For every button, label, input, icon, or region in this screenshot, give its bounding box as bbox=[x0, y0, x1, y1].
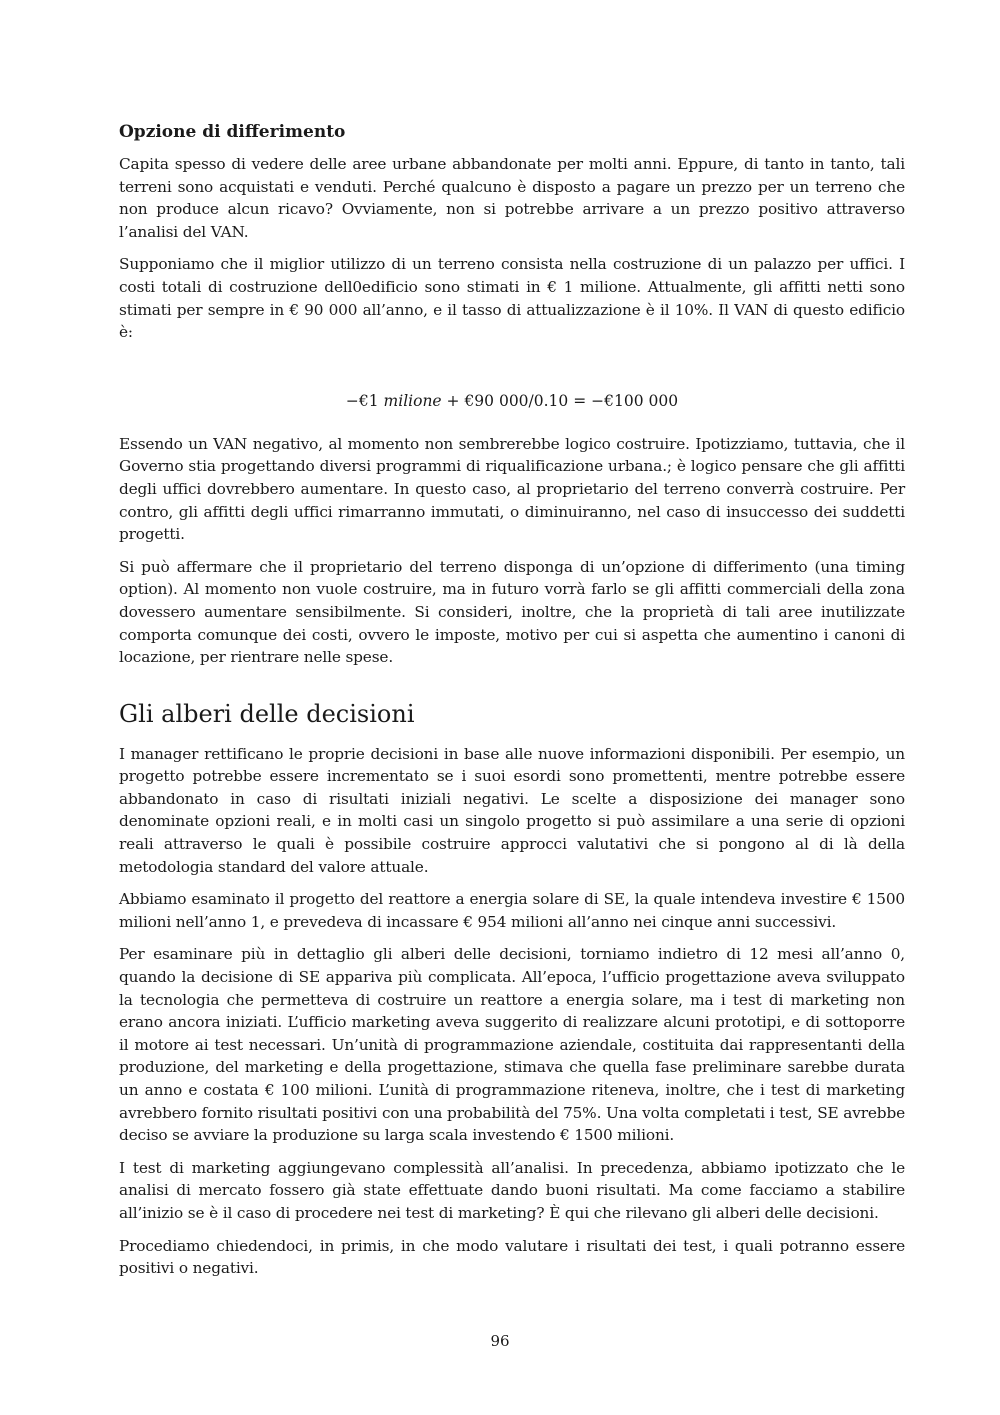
paragraph: I test di marketing aggiungevano complessità all’analisi. In precedenza, abbiamo ipotizzato che le analisi di mercato fossero già state effettuate dando buoni risultati. Ma come facciamo a stabilire all’inizio se è il caso di procedere nei test di marketing? È qui che rilevano gli alberi delle decisioni. bbox=[119, 1158, 905, 1222]
page-number: 96 bbox=[490, 1332, 510, 1350]
paragraph: Procediamo chiedendoci, in primis, in che modo valutare i risultati dei test, i quali potranno essere positivi o negativi. bbox=[119, 1236, 905, 1278]
paragraph: Abbiamo esaminato il progetto del reattore a energia solare di SE, la quale intendeva investire € 1500 milioni nell’anno 1, e prevedeva di incassare € 954 milioni all’anno nei cinque anni successivi. bbox=[119, 890, 905, 931]
subsection-title: Opzione di differimento bbox=[119, 122, 346, 142]
paragraph: Supponiamo che il miglior utilizzo di un terreno consista nella costruzione di un palazzo per uffici. I costi totali di costruzione dell0edificio sono stimati in € 1 milione. Attualmente, gli affitti netti sono stimati per sempre in € 90 000 all’anno, e il tasso di attualizzazione è il 10%. Il VAN di questo edificio è: bbox=[119, 255, 905, 342]
equation-part: −€1 bbox=[345, 391, 384, 410]
paragraph: Si può affermare che il proprietario del terreno disponga di un’opzione di differimento (una timing option). Al momento non vuole costruire, ma in futuro vorrà farlo se gli affitti commerciali della zona dovessero aumentare sensibilmente. Si consideri, inoltre, che la proprietà di tali aree inutilizzate comporta comunque dei costi, ovvero le imposte, motivo per cui si aspetta che aumentino i canoni di locazione, per rientrare nelle spese. bbox=[119, 557, 905, 667]
npv-equation bbox=[119, 390, 905, 412]
section-title: Gli alberi delle decisioni bbox=[119, 699, 415, 728]
equation-part: + €90 000/0.10 = −€100 000 bbox=[441, 391, 679, 410]
equation-italic: milione bbox=[383, 391, 442, 410]
page-body bbox=[119, 120, 905, 1290]
paragraph: Per esaminare più in dettaglio gli alberi delle decisioni, torniamo indietro di 12 mesi all’anno 0, quando la decisione di SE appariva più complicata. All’epoca, l’ufficio progettazione aveva sviluppato la tecnologia che permetteva di costruire un reattore a energia solare, ma i test di marketing non erano ancora iniziati. L’ufficio marketing aveva suggerito di realizzare alcuni prototipi, e di sottoporre il motore ai test necessari. Un’unità di programmazione aziendale, costituita dai rappresentanti della produzione, del marketing e della progettazione, stimava che quella fase preliminare sarebbe durata un anno e costata € 100 milioni. L’unità di programmazione riteneva, inoltre, che i test di marketing avrebbero fornito risultati positivi con una probabilità del 75%. Una volta completati i test, SE avrebbe deciso se avviare la produzione su larga scala investendo € 1500 milioni. bbox=[119, 945, 905, 1145]
paragraph: I manager rettificano le proprie decisioni in base alle nuove informazioni disponibili. Per esempio, un progetto potrebbe essere incrementato se i suoi esordi sono promettenti, mentre potrebbe essere abbandonato in caso di risultati iniziali negativi. Le scelte a disposizione dei manager sono denominate opzioni reali, e in molti casi un singolo progetto si può assimilare a una serie di opzioni reali attraverso le quali è possibile costruire approcci valutativi che si pongono al di là della metodologia standard del valore attuale. bbox=[119, 744, 905, 876]
paragraph: Capita spesso di vedere delle aree urbane abbandonate per molti anni. Eppure, di tanto in tanto, tali terreni sono acquistati e venduti. Perché qualcuno è disposto a pagare un prezzo per un terreno che non produce alcun ricavo? Ovviamente, non si potrebbe arrivare a un prezzo positivo attraverso l’analisi del VAN. bbox=[119, 155, 905, 241]
paragraph: Essendo un VAN negativo, al momento non sembrerebbe logico costruire. Ipotizziamo, tuttavia, che il Governo stia progettando diversi programmi di riqualificazione urbana.; è logico pensare che gli affitti degli uffici dovrebbero aumentare. In questo caso, al proprietario del terreno converrà costruire. Per contro, gli affitti degli uffici rimarranno immutati, o diminuiranno, nel caso di insuccesso dei suddetti progetti. bbox=[119, 434, 905, 544]
